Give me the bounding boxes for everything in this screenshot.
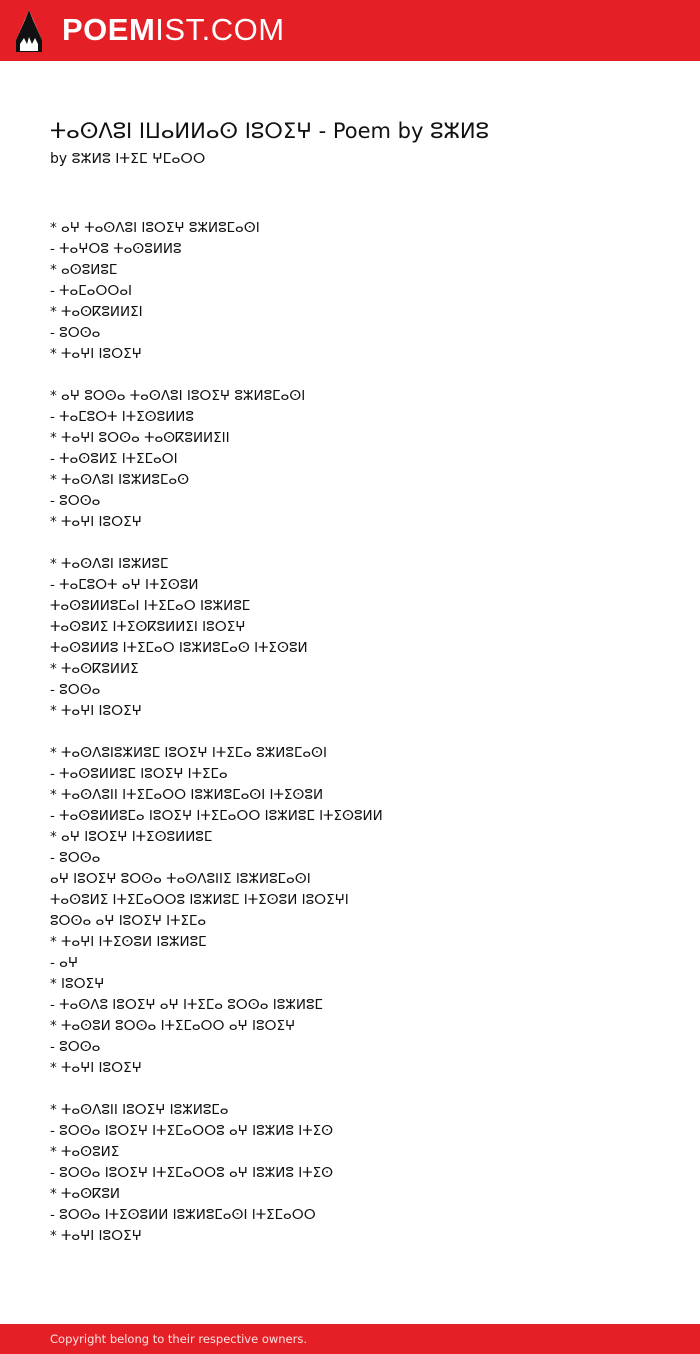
poem-line: * ⵜⴰⵙⴷⵓⵏⵏ ⵏⵓⵔⵉⵖ ⵏⵓⵣⵍⵓⵎⴰ: [50, 1102, 229, 1118]
poem-line: - ⵓⵔⵙⴰ ⵏⵓⵔⵉⵖ ⵏⵜⵉⵎⴰⵔⵔⵓ ⴰⵖ ⵏⵓⵣⵍⵓ ⵏⵜⵉⵙ: [50, 1165, 334, 1181]
poem-line: * ⵜⴰⵙⴷⵓⵏⵏ ⵏⵜⵉⵎⴰⵔⵔ ⵏⵓⵣⵍⵓⵎⴰⵙⵏ ⵏⵜⵉⵙⵓⵍ: [50, 787, 324, 803]
poem-line: - ⵜⴰⵖⵔⵓ ⵜⴰⵙⵓⵍⵍⵓ: [50, 241, 182, 257]
stanza-gap: [50, 533, 670, 554]
stanza-gap: [50, 1079, 670, 1100]
poem-line: - ⵜⴰⵙⴷⵓ ⵏⵓⵔⵉⵖ ⴰⵖ ⵏⵜⵉⵎⴰ ⵓⵔⵙⴰ ⵏⵓⵣⵍⵓⵎ: [50, 997, 323, 1013]
poem-line: - ⵓⵔⵙⴰ: [50, 850, 101, 866]
poem-line: - ⵓⵔⵙⴰ ⵏⵓⵔⵉⵖ ⵏⵜⵉⵎⴰⵔⵔⵓ ⴰⵖ ⵏⵓⵣⵍⵓ ⵏⵜⵉⵙ: [50, 1123, 334, 1139]
poem-line: - ⵜⴰⵎⵓⵔⵜ ⴰⵖ ⵏⵜⵉⵙⵓⵍ: [50, 577, 199, 593]
stanza-gap: [50, 365, 670, 386]
poem-line: - ⵓⵔⵙⴰ: [50, 682, 101, 698]
poem-line: - ⵓⵔⵙⴰ: [50, 1039, 101, 1055]
copyright-text: Copyright belong to their respective owners.: [50, 1332, 308, 1346]
poem-line: * ⵜⴰⵙⴷⵓⵏⵓⵣⵍⵓⵎ ⵏⵓⵔⵉⵖ ⵏⵜⵉⵎⴰ ⵓⵣⵍⵓⵎⴰⵙⵏ: [50, 745, 328, 761]
poem-line: ⵜⴰⵙⵓⵍⵍⵓⵎⴰⵏ ⵏⵜⵉⵎⴰⵔ ⵏⵓⵣⵍⵓⵎ: [50, 598, 251, 614]
poem-line: * ⵜⴰⵖⵏ ⵓⵔⵙⴰ ⵜⴰⵙⴽⵓⵍⵍⵉⵏⵏ: [50, 430, 230, 446]
poem-line: * ⵜⴰⵙⴷⵓⵏ ⵏⵓⵣⵍⵓⵎ: [50, 556, 169, 572]
stanza-gap: [50, 722, 670, 743]
brand-bold: POEM: [62, 12, 156, 47]
poem-line: - ⵓⵔⵙⴰ ⵏⵜⵉⵙⵓⵍⵍ ⵏⵓⵣⵍⵓⵎⴰⵙⵏ ⵏⵜⵉⵎⴰⵔⵔ: [50, 1207, 316, 1223]
poem-line: * ⵜⴰⵖⵏ ⵏⵓⵔⵉⵖ: [50, 514, 142, 530]
poem-line: * ⵜⴰⵖⵏ ⵏⵓⵔⵉⵖ: [50, 1228, 142, 1244]
poem-line: * ⵜⴰⵖⵏ ⵏⵓⵔⵉⵖ: [50, 1060, 142, 1076]
poem-line: * ⴰⵖ ⵜⴰⵙⴷⵓⵏ ⵏⵓⵔⵉⵖ ⵓⵣⵍⵓⵎⴰⵙⵏ: [50, 220, 260, 236]
poem-line: - ⵜⴰⵙⵓⵍⵍⵓⵎ ⵏⵓⵔⵉⵖ ⵏⵜⵉⵎⴰ: [50, 766, 228, 782]
poem-line: - ⵜⴰⵙⵓⵍⵍⵓⵎⴰ ⵏⵓⵔⵉⵖ ⵏⵜⵉⵎⴰⵔⵔ ⵏⵓⵣⵍⵓⵎ ⵏⵜⵉⵙⵓⵍⵍ: [50, 808, 383, 824]
poem-line: * ⵜⴰⵙⴷⵓⵏ ⵏⵓⵣⵍⵓⵎⴰⵙ: [50, 472, 190, 488]
poem-line: ⵜⴰⵙⵓⵍⵉ ⵏⵜⵉⵎⴰⵔⵔⵓ ⵏⵓⵣⵍⵓⵎ ⵏⵜⵉⵙⵓⵍ ⵏⵓⵔⵉⵖⵏ: [50, 892, 349, 908]
poem-line: - ⵜⴰⵎⵓⵔⵜ ⵏⵜⵉⵙⵓⵍⵍⵓ: [50, 409, 194, 425]
brand-rest: IST.COM: [155, 12, 285, 47]
poem-line: ⴰⵖ ⵏⵓⵔⵉⵖ ⵓⵔⵙⴰ ⵜⴰⵙⴷⵓⵏⵏⵉ ⵏⵓⵣⵍⵓⵎⴰⵙⵏ: [50, 871, 311, 887]
poem-line: * ⵜⴰⵙⴽⵓⵍ: [50, 1186, 121, 1202]
poem-line: * ⵜⴰⵙⴽⵓⵍⵍⵉ: [50, 661, 139, 677]
poem-line: ⵓⵔⵙⴰ ⴰⵖ ⵏⵓⵔⵉⵖ ⵏⵜⵉⵎⴰ: [50, 913, 207, 929]
poem-line: - ⵓⵔⵙⴰ: [50, 325, 101, 341]
poem-line: - ⴰⵖ: [50, 955, 79, 971]
poem-line: - ⵓⵔⵙⴰ: [50, 493, 101, 509]
poem-author: by ⵓⵣⵍⵓ ⵏⵜⵉⵎ ⵖⵎⴰⵔⵔ: [50, 151, 206, 167]
poem-line: * ⵜⴰⵖⵏ ⵏⵓⵔⵉⵖ: [50, 703, 142, 719]
poem-line: * ⵜⴰⵙⴽⵓⵍⵍⵉⵏ: [50, 304, 143, 320]
poem-line: * ⴰⵖ ⵏⵓⵔⵉⵖ ⵏⵜⵉⵙⵓⵍⵍⵓⵎ: [50, 829, 213, 845]
poem-line: * ⵜⴰⵖⵏ ⵏⵓⵔⵉⵖ: [50, 346, 142, 362]
poem-body: [50, 218, 670, 1247]
site-footer: [0, 1324, 700, 1354]
poem-line: * ⴰⵙⵓⵍⵓⵎ: [50, 262, 118, 278]
poem-line: * ⵜⴰⵙⵓⵍⵉ: [50, 1144, 120, 1160]
poem-line: * ⵜⴰⵙⵓⵍ ⵓⵔⵙⴰ ⵏⵜⵉⵎⴰⵔⵔ ⴰⵖ ⵏⵓⵔⵉⵖ: [50, 1018, 296, 1034]
poem-line: ⵜⴰⵙⵓⵍⵍⵓ ⵏⵜⵉⵎⴰⵔ ⵏⵓⵣⵍⵓⵎⴰⵙ ⵏⵜⵉⵙⵓⵍ: [50, 640, 308, 656]
poem-line: * ⴰⵖ ⵓⵔⵙⴰ ⵜⴰⵙⴷⵓⵏ ⵏⵓⵔⵉⵖ ⵓⵣⵍⵓⵎⴰⵙⵏ: [50, 388, 306, 404]
poem-line: * ⵏⵓⵔⵉⵖ: [50, 976, 105, 992]
poem-title: ⵜⴰⵙⴷⵓⵏ ⵏⵡⴰⵍⵍⴰⵙ ⵏⵓⵔⵉⵖ - Poem by ⵓⵣⵍⵓ: [50, 119, 489, 143]
site-header: [0, 0, 700, 61]
poem-line: - ⵜⴰⵎⴰⵔⵔⴰⵏ: [50, 283, 133, 299]
site-logo-text[interactable]: [62, 12, 285, 48]
poem-line: * ⵜⴰⵖⵏ ⵏⵜⵉⵙⵓⵍ ⵏⵓⵣⵍⵓⵎ: [50, 934, 207, 950]
poem-line: - ⵜⴰⵙⵓⵍⵉ ⵏⵜⵉⵎⴰⵔⵏ: [50, 451, 178, 467]
pencil-logo-icon[interactable]: [16, 10, 42, 52]
poem-line: ⵜⴰⵙⵓⵍⵉ ⵏⵜⵉⵙⴽⵓⵍⵍⵉⵏ ⵏⵓⵔⵉⵖ: [50, 619, 246, 635]
